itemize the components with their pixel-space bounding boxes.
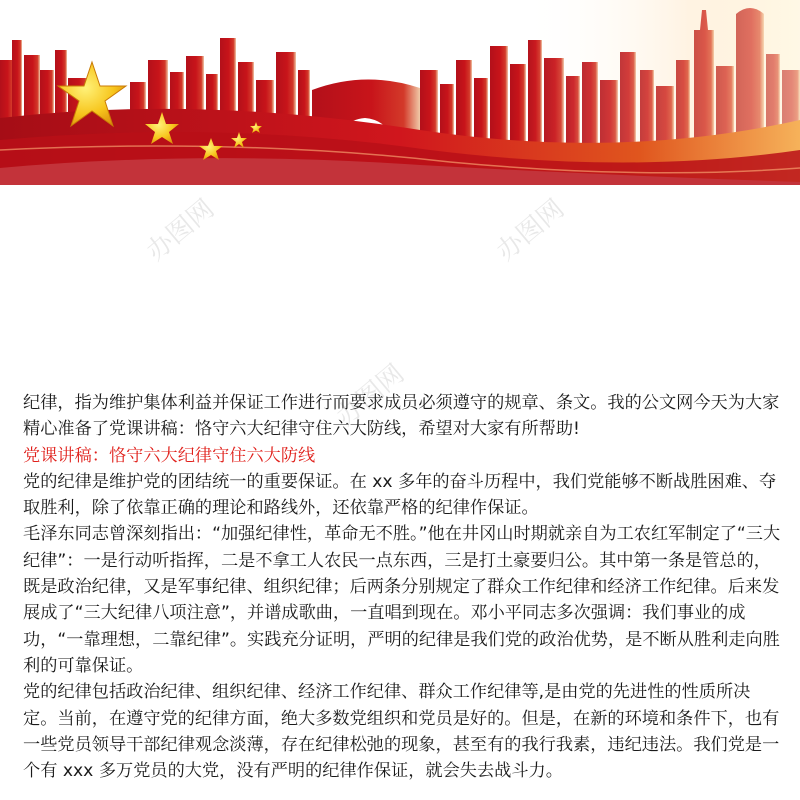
body-paragraph: 党的纪律包括政治纪律、组织纪律、经济工作纪律、群众工作纪律等,是由党的先进性的性质所决定。当前，在遵守党的纪律方面，绝大多数党组织和党员是好的。但是，在新的环境和条件下，也有一些党员领导干部纪律观念淡薄，存在纪律松弛的现象，甚至有的我行我素，违纪违法。我们党是一个有 xxx 多万党员的大党，没有严明的纪律作保证，就会失去战斗力。	[23, 682, 780, 782]
watermark: 办图网	[331, 358, 411, 432]
watermark: 办图网	[491, 193, 571, 267]
body-paragraph: 毛泽东同志曾深刻指出：“加强纪律性，革命无不胜。”他在井冈山时期就亲自为工农红军制定了“三大纪律”：一是行动听指挥，二是不拿工人农民一点东西，三是打土豪要归公。其中第一条是管总的，既是政治纪律，又是军事纪律、组织纪律；后两条分别规定了群众工作纪律和经济工作纪律。后来发展成了“三大纪律八项注意”，并谱成歌曲，一直唱到现在。邓小平同志多次强调：我们事业的成功，“一靠理想，二靠纪律”。实践充分证明，严明的纪律是我们党的政治优势，是不断从胜利走向胜利的可靠保证。	[23, 524, 781, 676]
body-paragraph: 党的纪律是维护党的团结统一的重要保证。在 xx 多年的奋斗历程中，我们党能够不断战胜困难、夺取胜利，除了依靠正确的理论和路线外，还依靠严格的纪律作保证。	[23, 471, 777, 519]
document-body	[23, 390, 783, 784]
document-heading: 党课讲稿：恪守六大纪律守住六大防线	[23, 445, 316, 466]
watermark: 办图网	[141, 193, 221, 267]
intro-paragraph: 纪律，指为维护集体利益并保证工作进行而要求成员必须遵守的规章、条文。我的公文网今天为大家精心准备了党课讲稿：恪守六大纪律守住六大防线，希望对大家有所帮助!	[23, 393, 780, 440]
header-banner	[0, 0, 800, 190]
